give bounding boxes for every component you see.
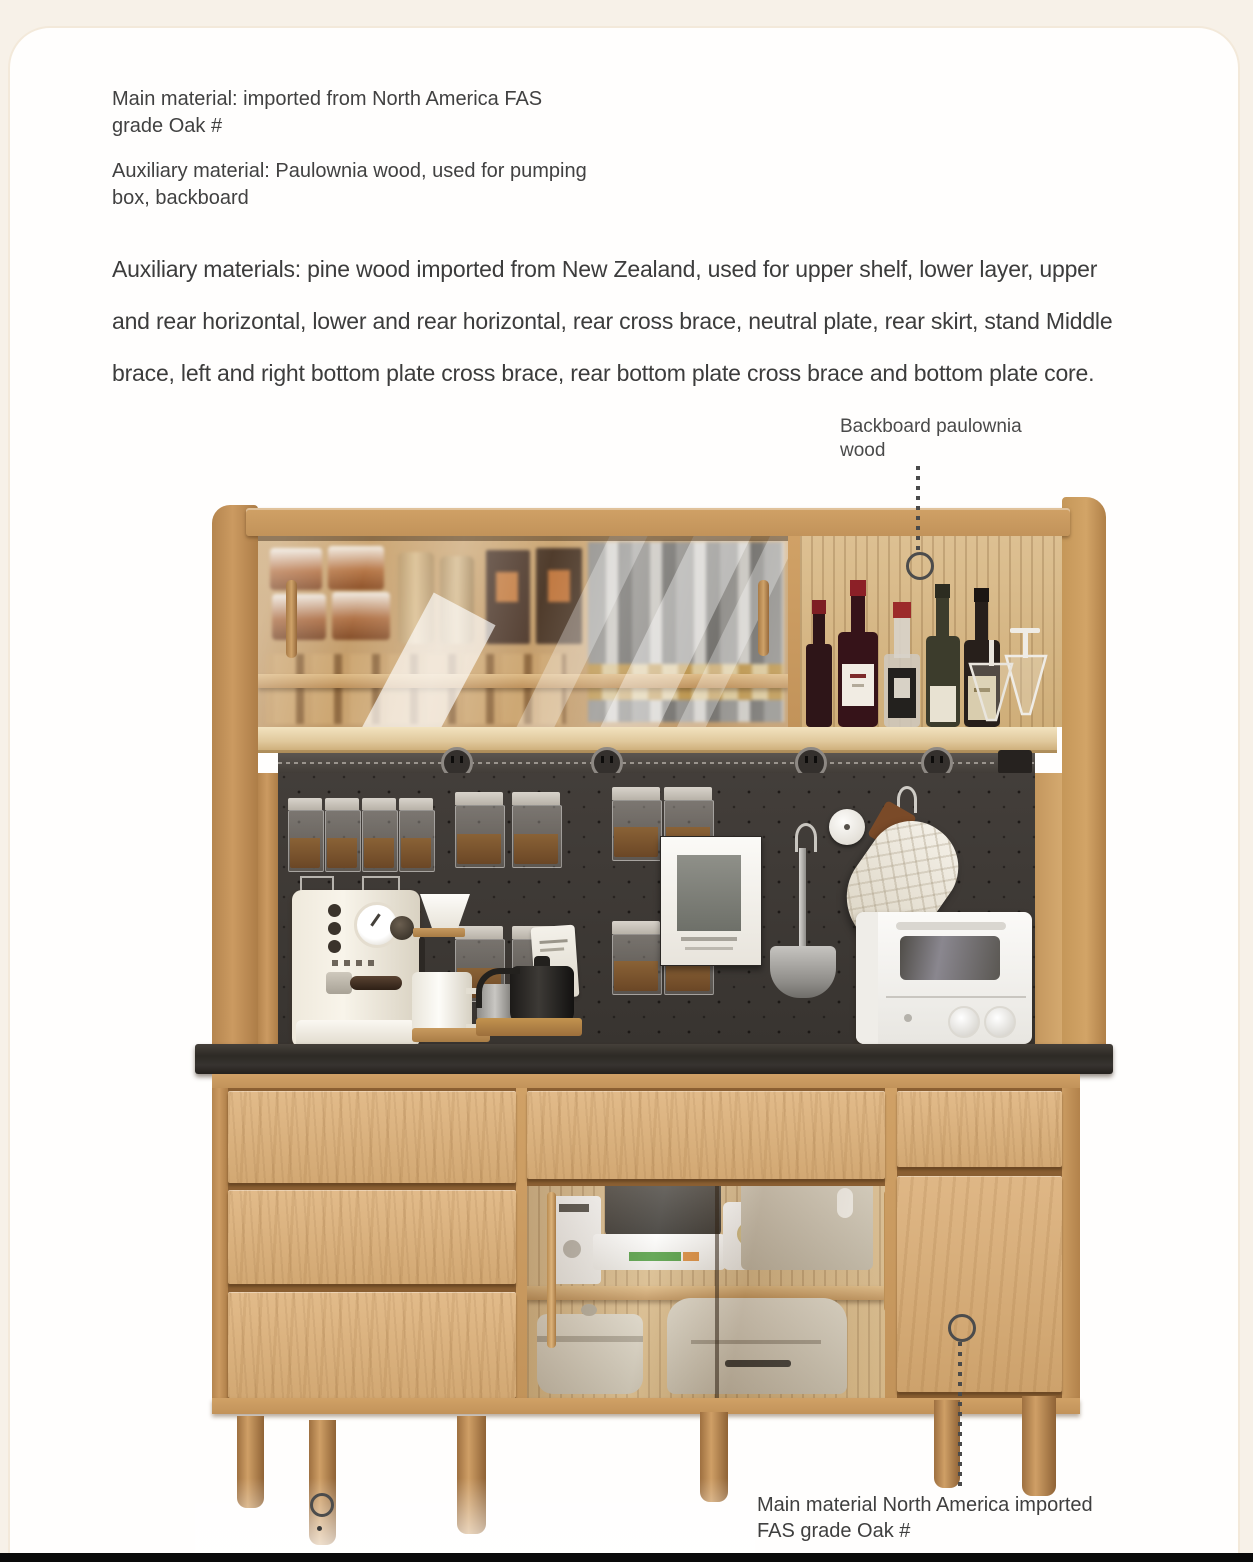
leg-target-marker xyxy=(310,1493,334,1517)
base-divider xyxy=(885,1088,897,1404)
photo-bottom-fade xyxy=(195,1478,755,1562)
leg-leader-dot xyxy=(317,1526,322,1531)
hutch-glass-section xyxy=(258,536,788,727)
glass-door-handle[interactable] xyxy=(758,580,769,656)
dispenser-bin xyxy=(325,798,359,870)
oven-side-vents xyxy=(856,912,878,1044)
gooseneck-kettle xyxy=(510,966,574,1026)
hutch-left-side-panel xyxy=(212,505,258,1065)
base-top-rail xyxy=(212,1074,1080,1088)
saucepan-handle xyxy=(799,848,806,948)
glass-door-handle[interactable] xyxy=(286,580,297,658)
compartment-glass-tint xyxy=(527,1186,885,1398)
machine-knob xyxy=(390,916,414,940)
backboard-annotation-text xyxy=(840,415,1022,463)
hutch-right-side-panel xyxy=(1062,497,1106,1065)
espresso-machine xyxy=(292,876,420,1048)
toaster-oven xyxy=(856,912,1032,1044)
paragraph-line: and rear horizontal, lower and rear horizontal, rear cross brace, neutral plate, rear skirt, stand Middle xyxy=(112,308,1113,334)
main-material-line: grade Oak # xyxy=(112,115,223,137)
dispenser-bin xyxy=(612,921,660,993)
drawer[interactable] xyxy=(228,1292,516,1398)
aux-material-line: Auxiliary material: Paulownia wood, used for pumping xyxy=(112,160,587,182)
aux-materials-paragraph xyxy=(112,243,1212,399)
aux-material-text xyxy=(112,158,587,212)
cabinet-door[interactable] xyxy=(897,1176,1062,1392)
drawer[interactable] xyxy=(527,1091,885,1179)
aux-material-line: box, backboard xyxy=(112,187,249,209)
recipe-book xyxy=(660,836,762,966)
base-right-stile xyxy=(1062,1088,1080,1404)
dispenser-bin xyxy=(288,798,322,870)
main-material-text xyxy=(112,86,542,140)
pouch-text-line xyxy=(540,947,564,952)
glass-door-handle[interactable] xyxy=(884,1190,885,1312)
wood-tray xyxy=(476,1018,582,1036)
dispenser-bin xyxy=(362,798,396,870)
book-cover-photo xyxy=(677,855,741,931)
annotation-line: wood xyxy=(840,440,886,461)
kitchen-timer xyxy=(829,809,865,845)
oven-door-handle[interactable] xyxy=(896,922,1006,930)
wine-bottle xyxy=(926,584,960,727)
dripper-stand-shelf xyxy=(413,928,465,937)
portafilter-handle xyxy=(350,976,402,990)
annotation-line: FAS grade Oak # xyxy=(757,1520,911,1542)
book-title-line xyxy=(681,937,737,941)
hutch-inner-right-wall xyxy=(1035,773,1062,1050)
wine-bottle xyxy=(806,600,832,727)
product-photo xyxy=(195,488,1120,1562)
base-divider xyxy=(516,1088,527,1404)
dispenser-bin xyxy=(512,792,560,866)
cabinet-leg xyxy=(934,1400,960,1488)
oak-target-marker xyxy=(948,1314,976,1342)
oven-window xyxy=(900,936,1000,980)
oven-knob[interactable] xyxy=(948,1006,980,1038)
machine-knob xyxy=(328,940,341,953)
book-title-line xyxy=(685,947,733,950)
hutch-inner-left-wall xyxy=(258,773,278,1050)
cabinet-leg xyxy=(1022,1396,1056,1496)
hutch-top-board xyxy=(246,508,1070,536)
rail-end-socket xyxy=(998,750,1032,774)
oven-indicator xyxy=(904,1014,912,1022)
power-outlet-rail xyxy=(278,753,1035,773)
oak-leader-line xyxy=(958,1342,962,1486)
saucepan-cup xyxy=(770,946,836,998)
base-left-stile xyxy=(212,1088,228,1404)
dispenser-bin xyxy=(399,798,433,870)
gin-bottle xyxy=(884,602,920,727)
drawer[interactable] xyxy=(228,1190,516,1284)
machine-knob xyxy=(328,922,341,935)
oven-seam xyxy=(886,996,1026,998)
kettle-spout xyxy=(476,968,520,1008)
machine-knob xyxy=(328,904,341,917)
paragraph-line: brace, left and right bottom plate cross brace, rear bottom plate cross brace and bottom plate core. xyxy=(112,360,1095,386)
glass-door-pane[interactable] xyxy=(258,536,788,727)
group-head xyxy=(326,972,352,994)
oak-annotation-text xyxy=(757,1492,1093,1544)
dispenser-bin xyxy=(612,787,660,859)
glass-door-seam xyxy=(715,1186,719,1398)
kettle-lid xyxy=(534,956,550,966)
timer-dial xyxy=(844,824,850,830)
stone-countertop xyxy=(195,1044,1113,1074)
section-divider-bar xyxy=(0,1553,1253,1562)
paragraph-line: Auxiliary materials: pine wood imported from New Zealand, used for upper shelf, lower layer, upper xyxy=(112,256,1098,282)
machine-buttons xyxy=(332,960,380,966)
hutch-divider xyxy=(788,536,800,727)
annotation-line: Backboard paulownia xyxy=(840,416,1022,437)
pouch-text-line xyxy=(539,939,567,944)
drawer[interactable] xyxy=(228,1091,516,1183)
wine-bottle-labeled xyxy=(838,580,878,727)
drawer[interactable] xyxy=(897,1091,1062,1167)
wine-glass xyxy=(1006,628,1046,714)
dispenser-bin xyxy=(455,792,503,866)
oven-knob[interactable] xyxy=(984,1006,1016,1038)
door-track xyxy=(258,536,788,541)
base-cabinet xyxy=(212,1088,1080,1404)
gauge-needle xyxy=(370,913,380,926)
backboard-target-marker xyxy=(906,552,934,580)
base-glass-compartment xyxy=(527,1186,885,1398)
glass-door-handle[interactable] xyxy=(547,1192,556,1348)
main-material-line: Main material: imported from North America FAS xyxy=(112,88,543,110)
annotation-line: Main material North America imported xyxy=(757,1494,1093,1516)
backboard-leader-line xyxy=(916,466,920,552)
